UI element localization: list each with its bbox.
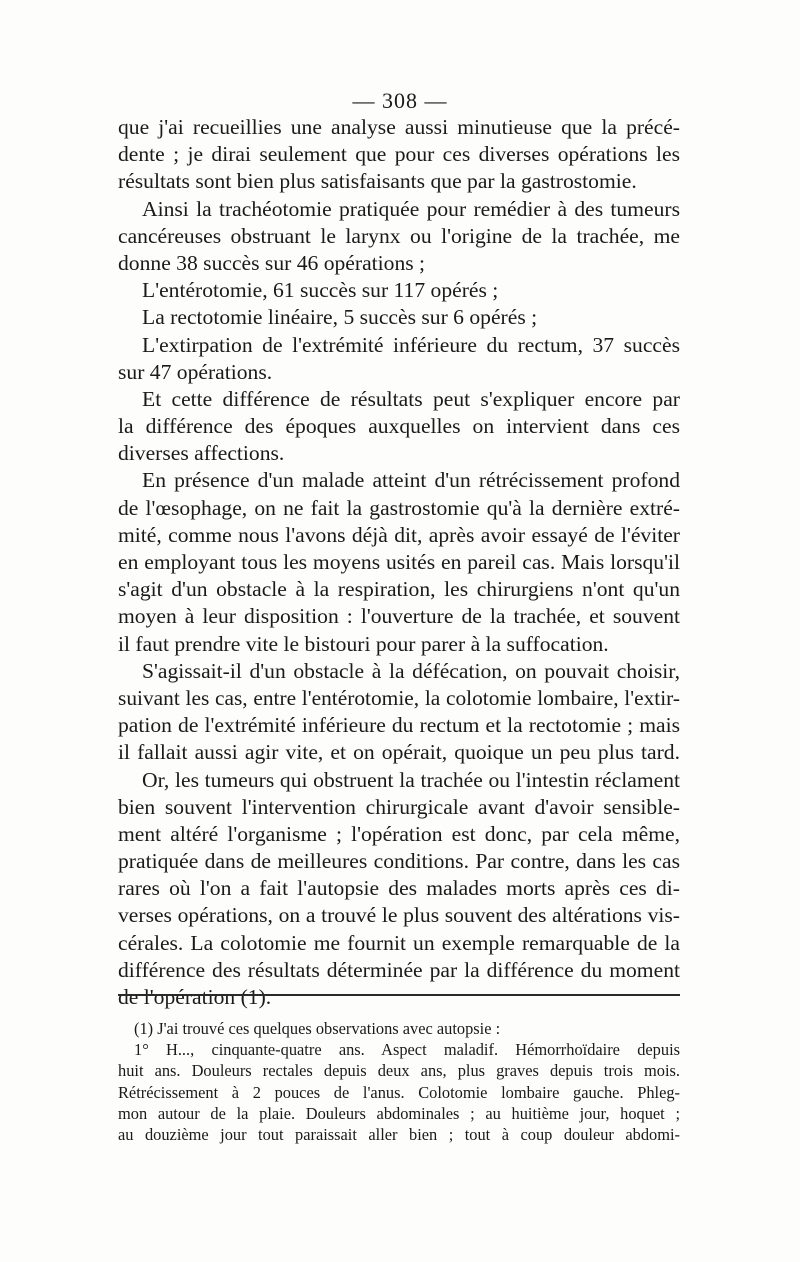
text-line: verses opérations, on a trouvé le plus souvent des altérations vis- [118, 903, 680, 928]
text-line: que j'ai recueillies une analyse aussi minutieuse que la précé- [118, 115, 680, 139]
main-text [118, 114, 680, 1011]
text-line: L'entérotomie, 61 succès sur 117 opérés ; [142, 278, 499, 303]
text-line: L'extirpation de l'extrémité inférieure du rectum, 37 succès [142, 332, 680, 357]
text-line: de l'opération (1). [118, 985, 272, 1009]
text-line: cérales. La colotomie me fournit un exemple remarquable de la [118, 930, 680, 955]
text-line: différence des résultats déterminée par la différence du moment [118, 957, 680, 982]
text-line: dente ; je dirai seulement que pour ces diverses opérations les [118, 142, 680, 167]
text-line: pation de l'extrémité inférieure du rectum et la rectotomie ; mais [118, 713, 680, 738]
text-line: Or, les tumeurs qui obstruent la trachée ou l'intestin réclament [142, 767, 680, 792]
page-number: — 308 — [352, 88, 448, 113]
text-line: La rectotomie linéaire, 5 succès sur 6 opérés ; [142, 305, 538, 330]
text-line: cancéreuses obstruant le larynx ou l'origine de la trachée, me [118, 223, 680, 248]
footnote-line: au douzième jour tout paraissait aller bien ; tout à coup douleur abdomi- [118, 1124, 680, 1144]
text-line: en employant tous les moyens usités en pareil cas. Mais lorsqu'il [118, 550, 680, 574]
footnote-line: (1) J'ai trouvé ces quelques observations avec autopsie : [134, 1019, 501, 1038]
text-line: En présence d'un malade atteint d'un rétrécissement profond [142, 468, 680, 493]
text-line: suivant les cas, entre l'entérotomie, la colotomie lombaire, l'extir- [118, 685, 680, 710]
text-line: mité, comme nous l'avons déjà dit, après avoir essayé de l'éviter [118, 522, 680, 547]
footnote-line: Rétrécissement à 2 pouces de l'anus. Colotomie lombaire gauche. Phleg- [118, 1082, 680, 1102]
footnote-line: mon autour de la plaie. Douleurs abdominales ; au huitième jour, hoquet ; [118, 1103, 680, 1123]
text-line: diverses affections. [118, 441, 285, 466]
text-line: Ainsi la trachéotomie pratiquée pour remédier à des tumeurs [142, 196, 680, 221]
text-line: la différence des époques auxquelles on intervient dans ces [118, 414, 680, 439]
footnote [118, 1018, 680, 1145]
text-line: donne 38 succès sur 46 opérations ; [118, 250, 426, 275]
footnote-line: 1° H..., cinquante-quatre ans. Aspect maladif. Hémorrhoïdaire depuis [134, 1040, 680, 1060]
text-line: de l'œsophage, on ne fait la gastrostomie qu'à la dernière extré- [118, 495, 680, 520]
footnote-divider [118, 994, 680, 996]
text-line: bien souvent l'intervention chirurgicale avant d'avoir sensible- [118, 794, 680, 819]
text-line: Et cette différence de résultats peut s'expliquer encore par [142, 386, 680, 411]
text-line: ment altéré l'organisme ; l'opération est donc, par cela même, [118, 821, 680, 846]
footnote-line: huit ans. Douleurs rectales depuis deux ans, plus graves depuis trois mois. [118, 1061, 680, 1081]
text-line: résultats sont bien plus satisfaisants que par la gastrostomie. [118, 169, 637, 194]
text-line: S'agissait-il d'un obstacle à la défécation, on pouvait choisir, [142, 658, 680, 683]
text-line: il faut prendre vite le bistouri pour parer à la suffocation. [118, 631, 609, 656]
text-line: moyen à leur disposition : l'ouverture de la trachée, et souvent [118, 604, 680, 629]
text-line: s'agit d'un obstacle à la respiration, les chirurgiens n'ont qu'un [118, 577, 680, 602]
text-line: il fallait aussi agir vite, et on opérait, quoique un peu plus tard. [118, 740, 680, 765]
text-line: sur 47 opérations. [118, 359, 273, 384]
text-line: rares où l'on a fait l'autopsie des malades morts après ces di- [118, 876, 680, 901]
text-line: pratiquée dans de meilleures conditions. Par contre, dans les cas [118, 849, 680, 874]
